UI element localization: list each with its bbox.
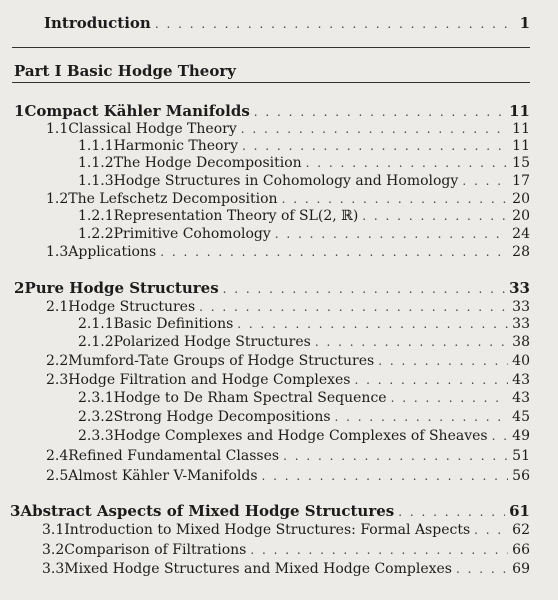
leader-dots bbox=[306, 154, 508, 172]
entry-page: 66 bbox=[512, 542, 530, 558]
entry-number: 2.1 bbox=[46, 299, 69, 315]
entry-number: 2.5 bbox=[46, 468, 69, 484]
entry-page: 28 bbox=[512, 244, 530, 260]
toc-entry-section-1-1 bbox=[46, 120, 530, 138]
entry-title: Mumford-Tate Groups of Hodge Structures bbox=[68, 353, 375, 369]
toc-entry-section-3-3 bbox=[42, 560, 530, 578]
divider-top bbox=[12, 47, 530, 48]
entry-page: 11 bbox=[512, 138, 530, 154]
entry-title: Applications bbox=[68, 244, 157, 260]
toc-entry-section-2-4 bbox=[46, 447, 530, 465]
entry-title: Harmonic Theory bbox=[113, 138, 239, 154]
entry-title: Hodge to De Rham Spectral Sequence bbox=[113, 390, 387, 406]
entry-page: 11 bbox=[509, 102, 530, 120]
entry-page: 33 bbox=[509, 279, 530, 297]
entry-number: 1.1.2 bbox=[78, 155, 114, 171]
entry-title: Mixed Hodge Structures and Mixed Hodge Complexes bbox=[64, 561, 452, 577]
leader-dots bbox=[250, 541, 508, 559]
entry-title: Introduction bbox=[44, 14, 151, 32]
entry-page: 56 bbox=[512, 468, 530, 484]
leader-dots bbox=[456, 560, 508, 578]
entry-page: 1 bbox=[519, 14, 530, 32]
entry-number: 1.1 bbox=[46, 121, 69, 137]
entry-page: 33 bbox=[512, 316, 530, 332]
entry-page: 17 bbox=[512, 173, 530, 189]
entry-page: 33 bbox=[512, 299, 530, 315]
toc-entry-section-3-2 bbox=[42, 541, 530, 559]
entry-number: 3 bbox=[10, 502, 21, 520]
leader-dots bbox=[398, 503, 505, 521]
entry-page: 40 bbox=[512, 353, 530, 369]
entry-number: 1.2.2 bbox=[78, 226, 114, 242]
entry-number: 3.1 bbox=[42, 522, 65, 538]
entry-number: 1 bbox=[14, 102, 25, 120]
entry-title: Pure Hodge Structures bbox=[24, 279, 219, 297]
entry-page: 38 bbox=[512, 334, 530, 350]
toc-entry-introduction bbox=[44, 14, 530, 33]
toc-entry-subsection-1-1-2 bbox=[78, 154, 530, 172]
leader-dots bbox=[237, 315, 508, 333]
entry-title: Representation Theory of SL(2, ℝ) bbox=[113, 208, 359, 224]
leader-dots bbox=[362, 207, 508, 225]
leader-dots bbox=[378, 352, 508, 370]
toc-entry-subsection-1-2-1 bbox=[78, 207, 530, 225]
leader-dots bbox=[242, 137, 508, 155]
leader-dots bbox=[283, 447, 508, 465]
entry-page: 51 bbox=[512, 448, 530, 464]
entry-number: 1.3 bbox=[46, 244, 69, 260]
toc-entry-section-2-3 bbox=[46, 371, 530, 389]
leader-dots bbox=[282, 190, 508, 208]
entry-page: 61 bbox=[509, 502, 530, 520]
entry-page: 69 bbox=[512, 561, 530, 577]
leader-dots bbox=[275, 225, 508, 243]
toc-entry-section-2-2 bbox=[46, 352, 530, 370]
toc-entry-chapter-1 bbox=[14, 102, 530, 121]
entry-number: 2.3.1 bbox=[78, 390, 114, 406]
entry-page: 43 bbox=[512, 390, 530, 406]
toc-entry-section-1-3 bbox=[46, 243, 530, 261]
leader-dots bbox=[391, 389, 508, 407]
entry-title: Hodge Structures in Cohomology and Homology bbox=[113, 173, 459, 189]
toc-entry-chapter-3 bbox=[10, 502, 530, 521]
leader-dots bbox=[262, 467, 508, 485]
toc-entry-section-2-1 bbox=[46, 298, 530, 316]
entry-number: 2.3.2 bbox=[78, 409, 114, 425]
leader-dots bbox=[254, 103, 505, 121]
entry-page: 24 bbox=[512, 226, 530, 242]
entry-title: Classical Hodge Theory bbox=[68, 121, 237, 137]
entry-title: The Hodge Decomposition bbox=[113, 155, 302, 171]
leader-dots bbox=[354, 371, 508, 389]
toc-entry-subsection-2-3-2 bbox=[78, 408, 530, 426]
toc-entry-subsection-1-1-1 bbox=[78, 137, 530, 155]
entry-number: 2.3.3 bbox=[78, 428, 114, 444]
toc-entry-subsection-2-3-1 bbox=[78, 389, 530, 407]
entry-number: 1.2.1 bbox=[78, 208, 114, 224]
entry-title: Abstract Aspects of Mixed Hodge Structures bbox=[20, 502, 395, 520]
entry-page: 15 bbox=[512, 155, 530, 171]
leader-dots bbox=[462, 172, 508, 190]
toc-entry-subsection-2-3-3 bbox=[78, 427, 530, 445]
entry-title: Refined Fundamental Classes bbox=[68, 448, 280, 464]
entry-title: Primitive Cohomology bbox=[113, 226, 271, 242]
divider-bottom bbox=[12, 82, 530, 83]
leader-dots bbox=[474, 521, 508, 539]
entry-title: Introduction to Mixed Hodge Structures: Formal Aspects bbox=[64, 522, 471, 538]
leader-dots bbox=[241, 120, 508, 138]
toc-entry-subsection-2-1-2 bbox=[78, 333, 530, 351]
entry-title: Polarized Hodge Structures bbox=[113, 334, 311, 350]
toc-entry-section-1-2 bbox=[46, 190, 530, 208]
entry-number: 3.3 bbox=[42, 561, 65, 577]
entry-title: Basic Definitions bbox=[113, 316, 234, 332]
entry-page: 20 bbox=[512, 208, 530, 224]
entry-title: Comparison of Filtrations bbox=[64, 542, 247, 558]
entry-page: 20 bbox=[512, 191, 530, 207]
leader-dots bbox=[335, 408, 508, 426]
toc-entry-section-2-5 bbox=[46, 467, 530, 485]
entry-page: 43 bbox=[512, 372, 530, 388]
entry-page: 49 bbox=[512, 428, 530, 444]
entry-title: Hodge Complexes and Hodge Complexes of Sheaves bbox=[113, 428, 488, 444]
toc-entry-subsection-2-1-1 bbox=[78, 315, 530, 333]
leader-dots bbox=[492, 427, 508, 445]
entry-number: 2 bbox=[14, 279, 25, 297]
entry-page: 62 bbox=[512, 522, 530, 538]
entry-title: Strong Hodge Decompositions bbox=[113, 409, 331, 425]
leader-dots bbox=[199, 298, 508, 316]
entry-number: 2.3 bbox=[46, 372, 69, 388]
part-heading: Part I Basic Hodge Theory bbox=[14, 62, 236, 80]
leader-dots bbox=[155, 15, 508, 33]
entry-number: 2.1.2 bbox=[78, 334, 114, 350]
entry-title: Hodge Structures bbox=[68, 299, 196, 315]
entry-number: 2.4 bbox=[46, 448, 69, 464]
entry-page: 11 bbox=[512, 121, 530, 137]
toc-entry-subsection-1-2-2 bbox=[78, 225, 530, 243]
entry-title: Hodge Filtration and Hodge Complexes bbox=[68, 372, 351, 388]
toc-entry-subsection-1-1-3 bbox=[78, 172, 530, 190]
entry-page: 45 bbox=[512, 409, 530, 425]
entry-number: 3.2 bbox=[42, 542, 65, 558]
entry-title: Compact Kähler Manifolds bbox=[24, 102, 250, 120]
entry-number: 2.2 bbox=[46, 353, 69, 369]
leader-dots bbox=[160, 243, 508, 261]
toc-entry-chapter-2 bbox=[14, 279, 530, 298]
entry-title: The Lefschetz Decomposition bbox=[68, 191, 278, 207]
leader-dots bbox=[315, 333, 508, 351]
entry-number: 1.1.1 bbox=[78, 138, 114, 154]
entry-number: 2.1.1 bbox=[78, 316, 114, 332]
entry-title: Almost Kähler V-Manifolds bbox=[68, 468, 258, 484]
leader-dots bbox=[223, 280, 505, 298]
entry-number: 1.2 bbox=[46, 191, 69, 207]
toc-entry-section-3-1 bbox=[42, 521, 530, 539]
entry-number: 1.1.3 bbox=[78, 173, 114, 189]
